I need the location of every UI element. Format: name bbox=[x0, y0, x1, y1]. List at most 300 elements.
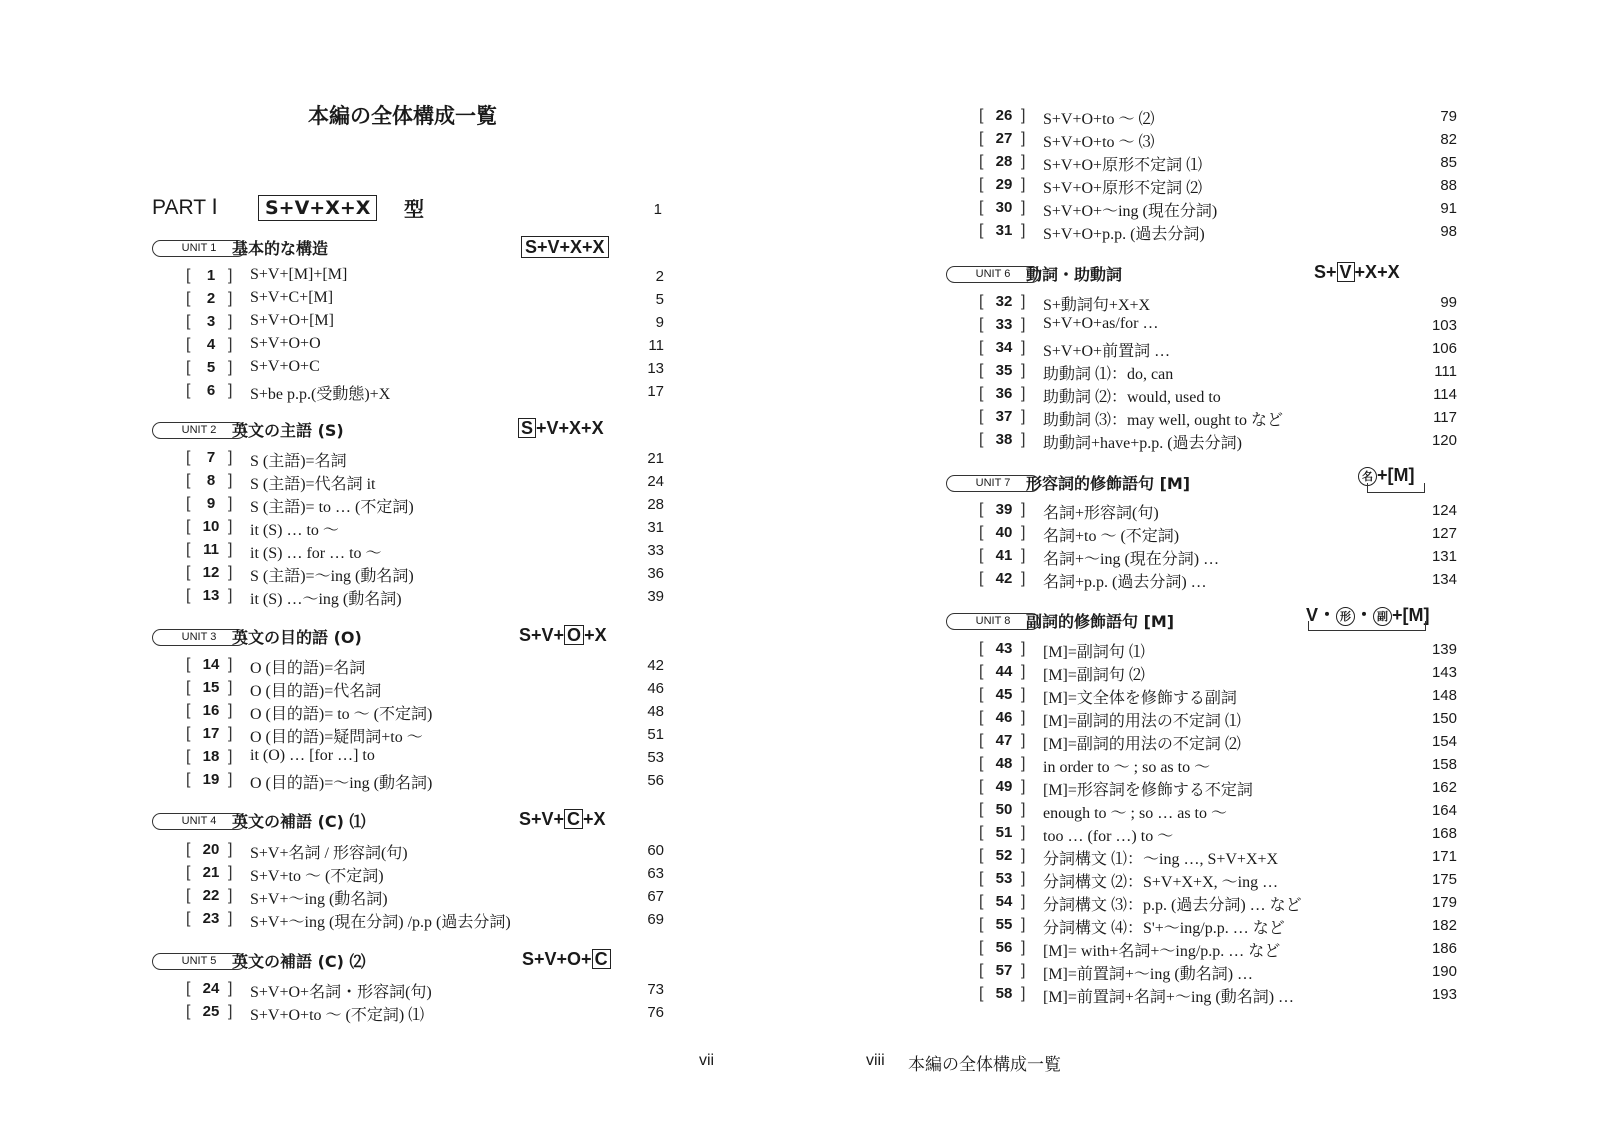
bracket-close: ] bbox=[1021, 824, 1026, 841]
entry-title: 名詞+p.p. (過去分詞) … bbox=[1043, 574, 1207, 591]
entry-number: 1 bbox=[206, 267, 216, 284]
toc-entry bbox=[186, 1002, 664, 1025]
entry-page-number: 63 bbox=[647, 865, 664, 882]
entry-title: S+V+O+C bbox=[250, 358, 320, 375]
toc-entry bbox=[186, 586, 664, 609]
entry-number: 36 bbox=[995, 385, 1013, 402]
unit-3-heading bbox=[152, 625, 632, 651]
bracket-close: ] bbox=[228, 748, 233, 765]
entry-page-number: 190 bbox=[1431, 963, 1457, 980]
toc-entry bbox=[979, 961, 1457, 984]
bracket-open: [ bbox=[186, 980, 191, 997]
entry-title: O (目的語)= to ～ (不定詞) bbox=[250, 706, 433, 723]
unit-4-heading bbox=[152, 809, 632, 835]
bracket-close: ] bbox=[228, 1003, 233, 1020]
entry-title: [M]=副詞的用法の不定詞 ⑴ bbox=[1043, 713, 1241, 730]
entry-title: S (主語)=名詞 bbox=[250, 453, 347, 470]
bracket-close: ] bbox=[1021, 293, 1026, 310]
entry-title: S+V+O+O bbox=[250, 335, 321, 352]
entry-page-number: 36 bbox=[647, 565, 664, 582]
entry-page-number: 103 bbox=[1431, 317, 1457, 334]
entry-number: 29 bbox=[995, 176, 1013, 193]
entry-title: 分詞構文 ⑷：S'+～ing/p.p. … など bbox=[1043, 920, 1285, 937]
entry-title: S+V+O+to ～ ⑵ bbox=[1043, 111, 1155, 128]
entry-number: 56 bbox=[995, 939, 1013, 956]
bracket-open: [ bbox=[979, 293, 984, 310]
toc-entry bbox=[186, 448, 664, 471]
modifier-arrow bbox=[1308, 621, 1426, 631]
part-suffix: 型 bbox=[404, 197, 424, 221]
bracket-close: ] bbox=[1021, 686, 1026, 703]
entry-title: S+V+～ing (現在分詞) /p.p (過去分詞) bbox=[250, 914, 511, 931]
entry-title: 助動詞+have+p.p. (過去分詞) bbox=[1043, 435, 1242, 452]
bracket-close: ] bbox=[228, 864, 233, 881]
toc-entry bbox=[186, 312, 664, 335]
bracket-close: ] bbox=[1021, 431, 1026, 448]
entry-title: [M]=前置詞+名詞+～ing (動名詞) … bbox=[1043, 989, 1295, 1006]
entry-number: 46 bbox=[995, 709, 1013, 726]
entry-number: 21 bbox=[202, 864, 220, 881]
entry-page-number: 88 bbox=[1440, 177, 1457, 194]
toc-entry bbox=[979, 662, 1457, 685]
bracket-open: [ bbox=[186, 290, 191, 307]
entry-title: in order to ～ ; so as to ～ bbox=[1043, 759, 1211, 776]
bracket-close: ] bbox=[228, 771, 233, 788]
entry-title: S+V+O+to ～ ⑶ bbox=[1043, 134, 1155, 151]
entry-number: 50 bbox=[995, 801, 1013, 818]
unit-badge: UNIT 1 bbox=[152, 240, 246, 257]
bracket-open: [ bbox=[979, 778, 984, 795]
entry-number: 14 bbox=[202, 656, 220, 673]
part-label: PART Ⅰ bbox=[152, 196, 218, 219]
bracket-open: [ bbox=[979, 732, 984, 749]
bracket-close: ] bbox=[1021, 385, 1026, 402]
bracket-open: [ bbox=[979, 801, 984, 818]
bracket-open: [ bbox=[979, 755, 984, 772]
entry-page-number: 42 bbox=[647, 657, 664, 674]
entry-page-number: 24 bbox=[647, 473, 664, 490]
entry-number: 41 bbox=[995, 547, 1013, 564]
toc-entry bbox=[186, 747, 664, 770]
entry-page-number: 134 bbox=[1431, 571, 1457, 588]
toc-entry bbox=[186, 381, 664, 404]
page-title: 本編の全体構成一覧 bbox=[308, 104, 497, 128]
entry-number: 20 bbox=[202, 841, 220, 858]
entry-page-number: 33 bbox=[647, 542, 664, 559]
toc-entry bbox=[979, 777, 1457, 800]
bracket-close: ] bbox=[228, 267, 233, 284]
unit-badge: UNIT 5 bbox=[152, 953, 246, 970]
bracket-close: ] bbox=[1021, 176, 1026, 193]
bracket-close: ] bbox=[228, 290, 233, 307]
entry-page-number: 106 bbox=[1431, 340, 1457, 357]
bracket-close: ] bbox=[1021, 709, 1026, 726]
entry-page-number: 67 bbox=[647, 888, 664, 905]
part-heading bbox=[152, 193, 662, 223]
running-title: 本編の全体構成一覧 bbox=[908, 1055, 1061, 1074]
entry-page-number: 168 bbox=[1431, 825, 1457, 842]
entry-title: 分詞構文 ⑴：～ing …, S+V+X+X bbox=[1043, 851, 1279, 868]
bracket-close: ] bbox=[228, 702, 233, 719]
unit-badge: UNIT 4 bbox=[152, 813, 246, 830]
unit-6-heading bbox=[946, 262, 1446, 288]
toc-entry bbox=[186, 289, 664, 312]
unit-1-entries bbox=[186, 266, 664, 404]
toc-entry bbox=[186, 909, 664, 932]
entry-page-number: 164 bbox=[1431, 802, 1457, 819]
entry-page-number: 114 bbox=[1433, 386, 1457, 403]
bracket-close: ] bbox=[1021, 870, 1026, 887]
entry-page-number: 171 bbox=[1431, 848, 1457, 865]
entry-title: [M]=文全体を修飾する副詞 bbox=[1043, 690, 1237, 707]
toc-entry bbox=[979, 869, 1457, 892]
entry-title: S+V+O+to ～ (不定詞) ⑴ bbox=[250, 1007, 425, 1024]
bracket-close: ] bbox=[1021, 199, 1026, 216]
entry-page-number: 73 bbox=[647, 981, 664, 998]
toc-entry bbox=[979, 823, 1457, 846]
toc-entry bbox=[979, 384, 1457, 407]
entry-number: 27 bbox=[995, 130, 1013, 147]
bracket-close: ] bbox=[1021, 847, 1026, 864]
toc-entry bbox=[186, 655, 664, 678]
unit-4-entries bbox=[186, 840, 664, 932]
unit-8-heading bbox=[946, 605, 1446, 635]
unit-badge: UNIT 3 bbox=[152, 629, 246, 646]
bracket-open: [ bbox=[186, 748, 191, 765]
entry-number: 37 bbox=[995, 408, 1013, 425]
bracket-open: [ bbox=[979, 408, 984, 425]
entry-page-number: 79 bbox=[1440, 108, 1457, 125]
bracket-open: [ bbox=[979, 663, 984, 680]
entry-title: 助動詞 ⑶：may well, ought to など bbox=[1043, 412, 1283, 429]
unit-title: 英文の目的語 (O) bbox=[232, 628, 362, 647]
toc-entry bbox=[979, 800, 1457, 823]
bracket-open: [ bbox=[979, 153, 984, 170]
entry-title: [M]=副詞的用法の不定詞 ⑵ bbox=[1043, 736, 1241, 753]
entry-title: 名詞+形容詞(句) bbox=[1043, 505, 1159, 522]
entry-page-number: 127 bbox=[1431, 525, 1457, 542]
page-number-left: vii bbox=[699, 1052, 715, 1069]
entry-number: 4 bbox=[206, 336, 216, 353]
toc-entry bbox=[979, 430, 1457, 453]
bracket-open: [ bbox=[979, 870, 984, 887]
unit-formula: S+V+O+ C bbox=[522, 949, 611, 970]
toc-entry bbox=[979, 685, 1457, 708]
entry-number: 47 bbox=[995, 732, 1013, 749]
entry-page-number: 117 bbox=[1433, 409, 1457, 426]
unit-title: 基本的な構造 bbox=[232, 239, 329, 258]
entry-page-number: 91 bbox=[1440, 200, 1457, 217]
bracket-close: ] bbox=[228, 449, 233, 466]
bracket-open: [ bbox=[979, 847, 984, 864]
entry-page-number: 11 bbox=[648, 337, 664, 354]
entry-number: 58 bbox=[995, 985, 1013, 1002]
toc-entry bbox=[979, 407, 1457, 430]
entry-number: 33 bbox=[995, 316, 1013, 333]
entry-number: 25 bbox=[202, 1003, 220, 1020]
toc-entry bbox=[186, 701, 664, 724]
toc-entry bbox=[186, 678, 664, 701]
entry-page-number: 53 bbox=[647, 749, 664, 766]
toc-entry bbox=[979, 175, 1457, 198]
entry-title: 分詞構文 ⑶：p.p. (過去分詞) … など bbox=[1043, 897, 1302, 914]
bracket-close: ] bbox=[1021, 755, 1026, 772]
unit-formula: V・ 形 ・ 副 +[M] bbox=[1306, 605, 1430, 625]
entry-page-number: 158 bbox=[1431, 756, 1457, 773]
bracket-close: ] bbox=[228, 359, 233, 376]
entry-title: S+V+O+～ing (現在分詞) bbox=[1043, 203, 1218, 220]
bracket-close: ] bbox=[228, 564, 233, 581]
entry-page-number: 162 bbox=[1431, 779, 1457, 796]
entry-title: it (S) … to ～ bbox=[250, 522, 339, 539]
entry-title: [M]= with+名詞+～ing/p.p. … など bbox=[1043, 943, 1281, 960]
entry-page-number: 21 bbox=[647, 450, 664, 467]
unit-formula: S+ V +X+X bbox=[1314, 262, 1400, 282]
toc-entry bbox=[186, 724, 664, 747]
unit-5-heading bbox=[152, 949, 632, 975]
entry-number: 19 bbox=[202, 771, 220, 788]
entry-number: 9 bbox=[206, 495, 216, 512]
bracket-open: [ bbox=[979, 962, 984, 979]
entry-page-number: 148 bbox=[1431, 687, 1457, 704]
entry-page-number: 46 bbox=[647, 680, 664, 697]
bracket-close: ] bbox=[1021, 778, 1026, 795]
unit-2-entries bbox=[186, 448, 664, 609]
bracket-open: [ bbox=[979, 130, 984, 147]
toc-entry bbox=[979, 846, 1457, 869]
part-page-number: 1 bbox=[653, 201, 662, 218]
bracket-close: ] bbox=[1021, 153, 1026, 170]
bracket-open: [ bbox=[186, 472, 191, 489]
bracket-open: [ bbox=[186, 679, 191, 696]
toc-entry bbox=[186, 358, 664, 381]
bracket-close: ] bbox=[228, 313, 233, 330]
part-formula: S+V+X+X bbox=[258, 195, 377, 221]
entry-title: S (主語)= to … (不定詞) bbox=[250, 499, 414, 516]
unit-title: 副詞的修飾語句 [M] bbox=[1026, 612, 1175, 631]
bracket-open: [ bbox=[186, 864, 191, 881]
entry-page-number: 48 bbox=[647, 703, 664, 720]
bracket-open: [ bbox=[979, 431, 984, 448]
entry-title: S+V+O+名詞・形容詞(句) bbox=[250, 984, 432, 1001]
entry-number: 45 bbox=[995, 686, 1013, 703]
entry-number: 34 bbox=[995, 339, 1013, 356]
entry-title: S+V+O+[M] bbox=[250, 312, 334, 329]
bracket-close: ] bbox=[1021, 339, 1026, 356]
toc-entry bbox=[186, 540, 664, 563]
entry-page-number: 82 bbox=[1440, 131, 1457, 148]
bracket-close: ] bbox=[228, 472, 233, 489]
entry-page-number: 143 bbox=[1431, 664, 1457, 681]
unit-1-heading bbox=[152, 236, 632, 262]
bracket-open: [ bbox=[979, 916, 984, 933]
bracket-close: ] bbox=[228, 336, 233, 353]
unit-badge: UNIT 7 bbox=[946, 475, 1040, 492]
entry-title: S+V+[M]+[M] bbox=[250, 266, 348, 283]
toc-entry bbox=[979, 361, 1457, 384]
bracket-open: [ bbox=[186, 887, 191, 904]
toc-entry bbox=[186, 563, 664, 586]
entry-number: 52 bbox=[995, 847, 1013, 864]
entry-number: 35 bbox=[995, 362, 1013, 379]
bracket-open: [ bbox=[979, 524, 984, 541]
bracket-open: [ bbox=[979, 316, 984, 333]
entry-title: 名詞+to ～ (不定詞) bbox=[1043, 528, 1180, 545]
toc-entry bbox=[186, 494, 664, 517]
entry-title: S+V+to ～ (不定詞) bbox=[250, 868, 384, 885]
bracket-close: ] bbox=[1021, 962, 1026, 979]
unit-formula: 名 +[M] bbox=[1358, 465, 1415, 486]
unit-5-entries bbox=[186, 979, 664, 1025]
entry-title: it (S) …～ing (動名詞) bbox=[250, 591, 402, 608]
unit-badge: UNIT 6 bbox=[946, 266, 1040, 283]
entry-number: 48 bbox=[995, 755, 1013, 772]
bracket-open: [ bbox=[979, 176, 984, 193]
toc-entry bbox=[979, 523, 1457, 546]
bracket-open: [ bbox=[979, 501, 984, 518]
bracket-open: [ bbox=[979, 686, 984, 703]
bracket-close: ] bbox=[228, 382, 233, 399]
bracket-close: ] bbox=[228, 910, 233, 927]
bracket-open: [ bbox=[186, 564, 191, 581]
entry-title: [M]=副詞句 ⑴ bbox=[1043, 644, 1145, 661]
entry-number: 8 bbox=[206, 472, 216, 489]
entry-number: 32 bbox=[995, 293, 1013, 310]
unit-8-entries bbox=[979, 639, 1457, 1007]
toc-entry bbox=[979, 639, 1457, 662]
entry-number: 44 bbox=[995, 663, 1013, 680]
bracket-close: ] bbox=[1021, 408, 1026, 425]
bracket-close: ] bbox=[1021, 524, 1026, 541]
entry-page-number: 131 bbox=[1431, 548, 1457, 565]
bracket-close: ] bbox=[228, 541, 233, 558]
unit-title: 動詞・助動詞 bbox=[1026, 265, 1123, 284]
unit-formula: S +V+X+X bbox=[518, 418, 604, 439]
toc-entry bbox=[979, 338, 1457, 361]
entry-page-number: 179 bbox=[1431, 894, 1457, 911]
bracket-open: [ bbox=[979, 385, 984, 402]
entry-title: [M]=形容詞を修飾する不定詞 bbox=[1043, 782, 1253, 799]
bracket-open: [ bbox=[186, 382, 191, 399]
entry-title: O (目的語)=疑問詞+to ～ bbox=[250, 729, 423, 746]
entry-page-number: 2 bbox=[655, 268, 664, 285]
bracket-open: [ bbox=[186, 910, 191, 927]
bracket-open: [ bbox=[979, 985, 984, 1002]
entry-page-number: 150 bbox=[1431, 710, 1457, 727]
toc-entry bbox=[186, 266, 664, 289]
toc-entry bbox=[186, 471, 664, 494]
bracket-close: ] bbox=[1021, 939, 1026, 956]
bracket-open: [ bbox=[979, 339, 984, 356]
toc-entry bbox=[979, 315, 1457, 338]
bracket-close: ] bbox=[228, 495, 233, 512]
entry-page-number: 13 bbox=[647, 360, 664, 377]
entry-number: 42 bbox=[995, 570, 1013, 587]
entry-title: S+V+名詞 / 形容詞(句) bbox=[250, 845, 408, 862]
bracket-close: ] bbox=[1021, 640, 1026, 657]
bracket-open: [ bbox=[979, 640, 984, 657]
entry-page-number: 60 bbox=[647, 842, 664, 859]
entry-title: 名詞+～ing (現在分詞) … bbox=[1043, 551, 1220, 568]
toc-entry bbox=[979, 292, 1457, 315]
modifier-arrow bbox=[1367, 483, 1425, 493]
entry-page-number: 98 bbox=[1440, 223, 1457, 240]
toc-entry bbox=[979, 915, 1457, 938]
toc-entry bbox=[186, 863, 664, 886]
unit-2-heading bbox=[152, 418, 632, 444]
entry-page-number: 139 bbox=[1431, 641, 1457, 658]
toc-entry bbox=[979, 938, 1457, 961]
entry-page-number: 85 bbox=[1440, 154, 1457, 171]
toc-entry bbox=[979, 106, 1457, 129]
entry-number: 22 bbox=[202, 887, 220, 904]
entry-number: 16 bbox=[202, 702, 220, 719]
toc-entry bbox=[979, 754, 1457, 777]
bracket-open: [ bbox=[186, 541, 191, 558]
bracket-open: [ bbox=[186, 359, 191, 376]
bracket-close: ] bbox=[228, 887, 233, 904]
entry-title: it (S) … for … to ～ bbox=[250, 545, 382, 562]
unit-title: 英文の補語 (C) ⑵ bbox=[232, 952, 366, 971]
toc-entry bbox=[979, 152, 1457, 175]
bracket-open: [ bbox=[979, 570, 984, 587]
bracket-close: ] bbox=[228, 518, 233, 535]
bracket-open: [ bbox=[979, 199, 984, 216]
entry-number: 24 bbox=[202, 980, 220, 997]
entry-page-number: 99 bbox=[1440, 294, 1457, 311]
entry-title: O (目的語)=名詞 bbox=[250, 660, 366, 677]
bracket-close: ] bbox=[228, 656, 233, 673]
bracket-open: [ bbox=[186, 771, 191, 788]
toc-entry bbox=[979, 546, 1457, 569]
bracket-close: ] bbox=[228, 587, 233, 604]
entry-number: 49 bbox=[995, 778, 1013, 795]
unit-6-entries bbox=[979, 292, 1457, 453]
bracket-close: ] bbox=[1021, 501, 1026, 518]
entry-number: 57 bbox=[995, 962, 1013, 979]
toc-entry bbox=[186, 886, 664, 909]
entry-page-number: 120 bbox=[1431, 432, 1457, 449]
entry-page-number: 31 bbox=[647, 519, 664, 536]
toc-entry bbox=[186, 979, 664, 1002]
bracket-open: [ bbox=[979, 709, 984, 726]
entry-number: 6 bbox=[206, 382, 216, 399]
unit-title: 英文の主語 (S) bbox=[232, 421, 344, 440]
toc-entry bbox=[979, 984, 1457, 1007]
entry-page-number: 124 bbox=[1431, 502, 1457, 519]
toc-entry bbox=[186, 335, 664, 358]
entry-title: enough to ～ ; so … as to ～ bbox=[1043, 805, 1227, 822]
unit-5-continued-entries bbox=[979, 106, 1457, 244]
bracket-open: [ bbox=[186, 449, 191, 466]
bracket-close: ] bbox=[1021, 985, 1026, 1002]
bracket-open: [ bbox=[186, 267, 191, 284]
bracket-close: ] bbox=[228, 980, 233, 997]
entry-page-number: 186 bbox=[1431, 940, 1457, 957]
toc-entry bbox=[979, 569, 1457, 592]
toc-entry bbox=[979, 892, 1457, 915]
right-page bbox=[800, 0, 1600, 1135]
bracket-close: ] bbox=[1021, 732, 1026, 749]
bracket-close: ] bbox=[228, 725, 233, 742]
toc-entry bbox=[186, 840, 664, 863]
bracket-open: [ bbox=[979, 547, 984, 564]
entry-title: [M]=副詞句 ⑵ bbox=[1043, 667, 1145, 684]
bracket-open: [ bbox=[186, 518, 191, 535]
entry-title: S+動詞句+X+X bbox=[1043, 297, 1151, 314]
unit-title: 形容詞的修飾語句 [M] bbox=[1026, 474, 1191, 493]
bracket-close: ] bbox=[1021, 362, 1026, 379]
